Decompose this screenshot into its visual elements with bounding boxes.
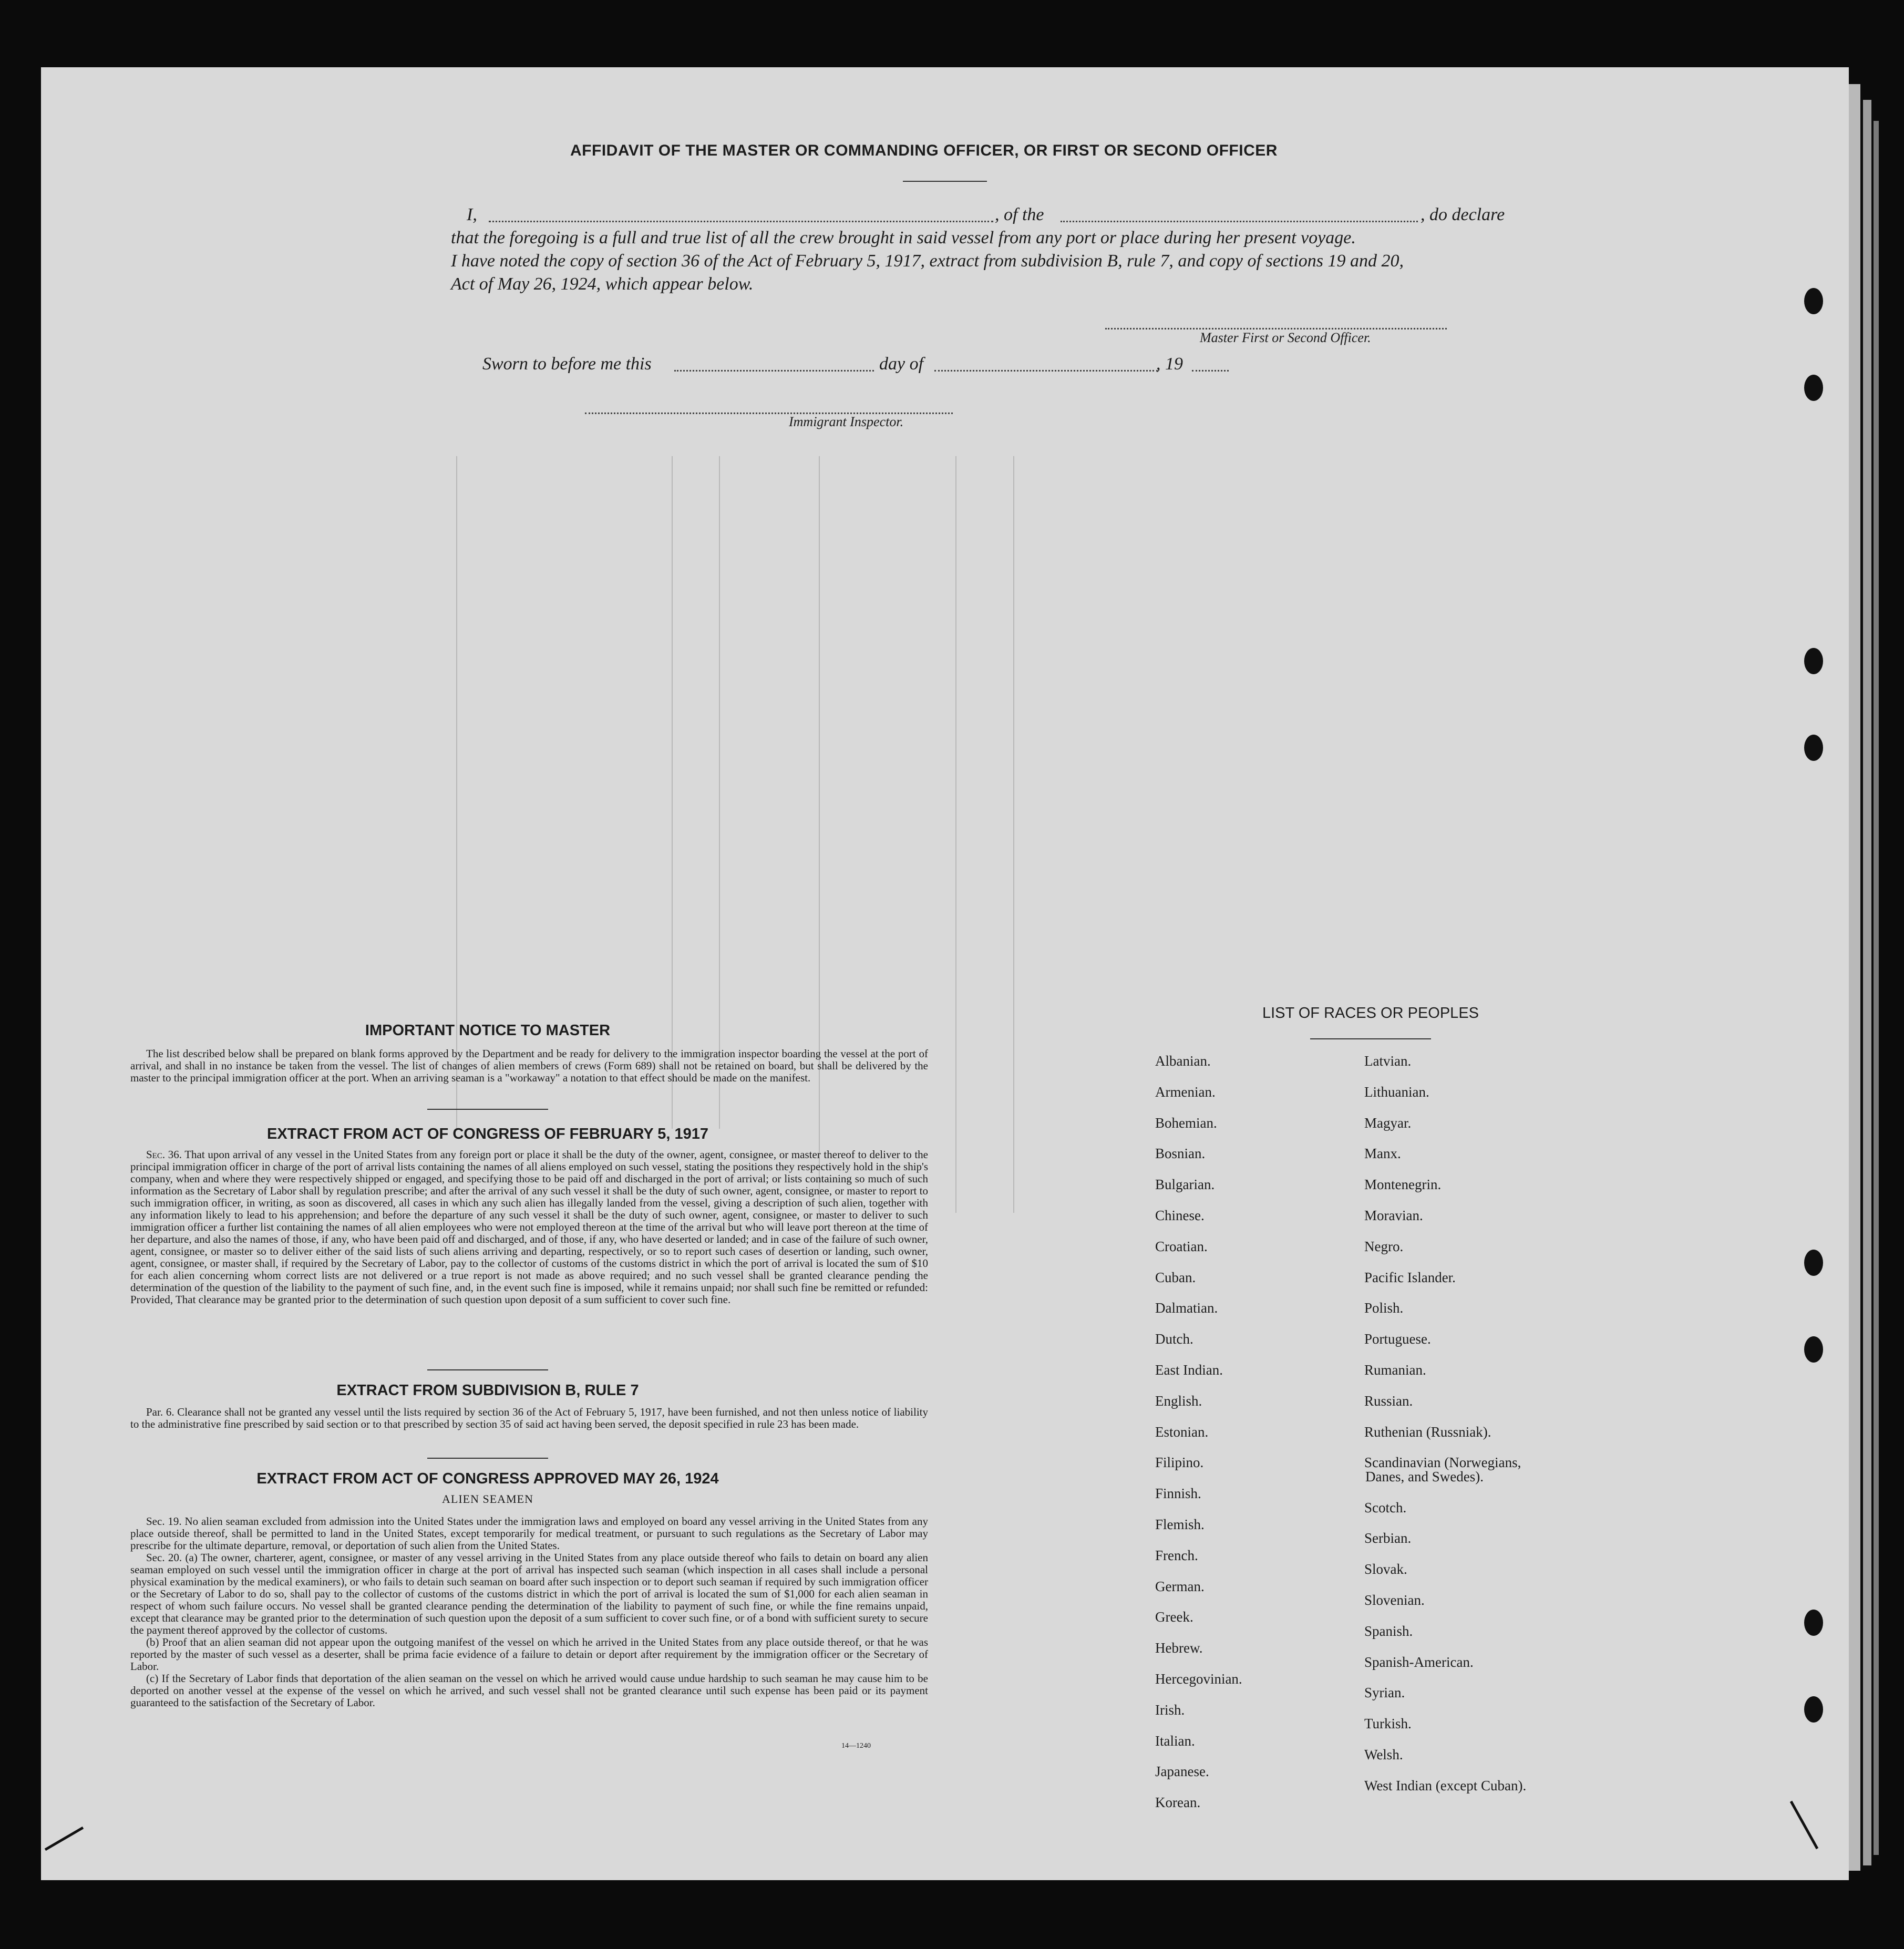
race-item: Croatian. <box>1155 1238 1208 1254</box>
divider <box>1310 1038 1431 1039</box>
affidavit-title: AFFIDAVIT OF THE MASTER OR COMMANDING OFFICER, OR FIRST OR SECOND OFFICER <box>570 142 1278 159</box>
race-item: Scotch. <box>1364 1499 1407 1515</box>
section-20b-paragraph: (b) Proof that an alien seaman did not appear upon the outgoing manifest of the vessel on which he arrived in the United States from any place outside thereof, or that he was reported by the master of such vessel as a deserter, shall be prima facie evidence of a failure to detain or deport after requirement by the immigration officer or the Secretary of Labor. <box>130 1636 928 1673</box>
race-item: Turkish. <box>1364 1716 1412 1732</box>
page-edge <box>1849 84 1860 1871</box>
race-item: Syrian. <box>1364 1685 1405 1701</box>
race-item: Slovak. <box>1364 1561 1407 1577</box>
bleed-rule <box>672 456 673 1129</box>
race-item: Greek. <box>1155 1609 1193 1625</box>
signature-label: Master First or Second Officer. <box>1200 330 1371 345</box>
notice-text <box>130 1048 928 1084</box>
bleed-rule <box>819 456 820 1213</box>
race-item: Hercegovinian. <box>1155 1671 1242 1687</box>
manifest-page <box>41 67 1849 1880</box>
race-item: Bosnian. <box>1155 1146 1206 1162</box>
race-item: Hebrew. <box>1155 1640 1203 1656</box>
bleed-rule <box>1013 456 1014 1213</box>
race-item: Pacific Islander. <box>1364 1269 1456 1285</box>
divider <box>427 1369 548 1370</box>
race-item: Portuguese. <box>1364 1331 1431 1347</box>
section-label: Sec. 36. <box>146 1148 182 1161</box>
race-item: Korean. <box>1155 1795 1201 1811</box>
race-item: Dutch. <box>1155 1331 1193 1347</box>
race-item: Bulgarian. <box>1155 1177 1215 1193</box>
punch-hole <box>1804 1250 1823 1276</box>
race-item: Japanese. <box>1155 1764 1209 1780</box>
race-item: Ruthenian (Russniak). <box>1364 1424 1491 1440</box>
race-item: Filipino. <box>1155 1455 1204 1471</box>
race-item: Irish. <box>1155 1701 1185 1718</box>
race-item: Flemish. <box>1155 1517 1205 1532</box>
divider <box>427 1458 548 1459</box>
declare-label: , do declare <box>1421 205 1505 224</box>
punch-hole <box>1804 735 1823 761</box>
notice-paragraph: The list described below shall be prepared on blank forms approved by the Department and be ready for delivery to the immigration inspector boarding the vessel at the port of arrival, and shall in no instance be taken from the vessel. The list of changes of alien members of crews (Form 689) shall not be retained on board, but shall be delivered by the master to the principal immigration officer at the port. When an arriving seaman is a "workaway" a notation to that effect should be made on the manifest. <box>130 1047 928 1084</box>
bleed-rule <box>719 456 720 1129</box>
extract-1924-title: EXTRACT FROM ACT OF CONGRESS APPROVED MAY 26, 1924 <box>256 1470 719 1487</box>
race-item: Montenegrin. <box>1364 1177 1442 1193</box>
race-item: English. <box>1155 1393 1202 1409</box>
page-edge <box>1874 121 1879 1855</box>
race-item: Dalmatian. <box>1155 1300 1218 1316</box>
race-item: Spanish-American. <box>1364 1654 1474 1670</box>
corner-mark <box>41 1817 88 1854</box>
section-20c-paragraph: (c) If the Secretary of Labor finds that deportation of the alien seaman on the vessel on which he arrived would cause undue hardship to such seaman he may cause him to be deported on another vessel at the expense of the vessel on which he arrived, and such vessel shall not be granted clearance until such expense has been paid or its payment guaranteed to the satisfaction of the Secretary of Labor. <box>130 1672 928 1709</box>
punch-hole <box>1804 1336 1823 1363</box>
notice-title: IMPORTANT NOTICE TO MASTER <box>365 1022 611 1039</box>
rule7-paragraph: Par. 6. Clearance shall not be granted any vessel until the lists required by section 36 of the Act of February 5, 1917, have been furnished, and not then unless notice of liability to the administrative fine prescribed by said section or to that prescribed by section 35 of said act having been served, the deposit specified in rule 23 has been made. <box>130 1406 928 1430</box>
alien-seamen-subtitle: ALIEN SEAMEN <box>442 1492 533 1505</box>
vessel-label: , of the <box>995 205 1044 224</box>
sworn-year-field[interactable] <box>1192 370 1229 372</box>
race-item: German. <box>1155 1578 1205 1594</box>
race-item: Scandinavian (Norwegians, <box>1364 1455 1521 1471</box>
race-item: Serbian. <box>1364 1530 1412 1546</box>
races-title: LIST OF RACES OR PEOPLES <box>1262 1005 1479 1022</box>
punch-hole <box>1804 1610 1823 1636</box>
race-item: Welsh. <box>1364 1747 1403 1763</box>
sworn-day-field[interactable] <box>674 370 874 372</box>
declarant-name-field[interactable] <box>489 221 993 222</box>
race-item: East Indian. <box>1155 1362 1223 1378</box>
race-item: Manx. <box>1364 1146 1401 1162</box>
race-item: West Indian (except Cuban). <box>1364 1777 1527 1793</box>
year-label: , 19 <box>1156 354 1183 374</box>
sworn-month-field[interactable] <box>934 370 1158 372</box>
page-edge <box>1863 100 1871 1865</box>
race-item: Estonian. <box>1155 1424 1209 1440</box>
race-item: Lithuanian. <box>1364 1084 1429 1100</box>
declarant-label: I, <box>467 205 477 224</box>
race-item: Italian. <box>1155 1733 1195 1749</box>
punch-hole <box>1804 1696 1823 1723</box>
section-36-paragraph <box>130 1149 928 1306</box>
form-number: 14—1240 <box>841 1742 871 1750</box>
sworn-label: Sworn to before me this <box>482 354 652 374</box>
race-item: Moravian. <box>1364 1208 1423 1223</box>
race-item: Negro. <box>1364 1238 1404 1254</box>
vessel-name-field[interactable] <box>1061 221 1418 222</box>
race-item: Cuban. <box>1155 1269 1196 1285</box>
race-item: Latvian. <box>1364 1053 1412 1069</box>
race-item: Armenian. <box>1155 1084 1216 1100</box>
declaration-text: that the foregoing is a full and true list of all the crew brought in said vessel from any port or place during her present voyage. <box>451 228 1356 248</box>
race-item: Rumanian. <box>1364 1362 1426 1378</box>
race-item: Magyar. <box>1364 1115 1412 1131</box>
inspector-label: Immigrant Inspector. <box>789 414 904 429</box>
divider <box>427 1109 548 1110</box>
race-item: Polish. <box>1364 1300 1404 1316</box>
declaration-text: Act of May 26, 1924, which appear below. <box>451 274 754 294</box>
race-item: Finnish. <box>1155 1486 1201 1502</box>
bleed-rule <box>955 456 956 1213</box>
punch-hole <box>1804 375 1823 401</box>
rule7-title: EXTRACT FROM SUBDIVISION B, RULE 7 <box>336 1382 639 1399</box>
race-item: Chinese. <box>1155 1208 1205 1223</box>
race-item: Albanian. <box>1155 1053 1211 1069</box>
extract-1917-title: EXTRACT FROM ACT OF CONGRESS OF FEBRUARY 5, 1917 <box>266 1126 709 1142</box>
rule7-text <box>130 1406 928 1430</box>
day-of-label: day of <box>879 354 924 374</box>
divider <box>903 181 987 182</box>
section-20a-paragraph: Sec. 20. (a) The owner, charterer, agent, consignee, or master of any vessel arriving in the United States from any place outside thereof who fails to detain on board any alien seaman employed on such vessel until the immigration officer in charge at the port of arrival has inspected such seaman (which inspection in all cases shall include a personal physical examination by the medical examiners), or who fails to detain such seaman on board after such inspection or to deport such seaman if required by such immigration officer or the Secretary of Labor to do so, shall pay to the collector of customs of the customs district in which the port of arrival is located the sum of $1,000 for each alien seaman in respect of whom such failure occurs. No vessel shall be granted clearance pending the determination of the liability to payment of such fine, or while the fine remains unpaid, except that clearance may be granted prior to the determination of such question upon the deposit of a sum sufficient to cover such fine, or of a bond with sufficient surety to secure the payment thereof approved by the collector of customs. <box>130 1551 928 1636</box>
section-19-paragraph: Sec. 19. No alien seaman excluded from admission into the United States under the immigration laws and employed on board any vessel arriving in the United States from any place outside thereof, shall be permitted to land in the United States, except temporarily for medical treatment, or pursuant to such regulations as the Secretary of Labor may prescribe for the ultimate departure, removal, or deportation of such alien from the United States. <box>130 1515 928 1552</box>
extract-1917-text <box>130 1149 928 1306</box>
declaration-text: I have noted the copy of section 36 of the Act of February 5, 1917, extract from subdivision B, rule 7, and copy of sections 19 and 20, <box>451 251 1404 271</box>
punch-hole <box>1804 648 1823 674</box>
master-signature-field[interactable] <box>1105 328 1447 329</box>
section-36-text: That upon arrival of any vessel in the United States from any foreign port or place it shall be the duty of the owner, agent, consignee, or master thereof to deliver to the principal immigration officer in charge of the port of arrival lists containing the names of all aliens employed on such vessel, stating the positions they respectively hold in the ship's company, when and where they were respectively shipped or engaged, and specifying those to be paid off and discharged in the port of arrival; or lists containing so much of such information as the Secretary of Labor shall by regulation prescribe; and after the arrival of any such vessel it shall be the duty of such owner, agent, consignee, or master to report to such immigration officer, in writing, as soon as discovered, all cases in which any such alien has illegally landed from the vessel, giving a description of such alien, together with any information likely to lead to his apprehension; and before the departure of any such vessel it shall be the duty of such owner, agent, consignee, or master to deliver to such immigration officer a further list containing the names of all alien employees who were not employed thereon at the time of the arrival but who will leave port thereon at the time of her departure, and also the names of those, if any, who have been paid off and discharged, and of those, if any, who have deserted or landed; and in case of the failure of such owner, agent, consignee, or master so to deliver either of the said lists of such aliens arriving and departing, respectively, or so to report such cases of desertion or landing, such owner, agent, consignee, or master shall, if required by the Secretary of Labor, pay to the collector of customs of the customs district in which the port of arrival is located the sum of $10 for each alien concerning whom correct lists are not delivered or a true report is not made as above required; and no such vessel shall be granted clearance pending the determination of the question of the liability to the payment of such fine, and, in the event such fine is imposed, while it remains unpaid; nor shall such fine be remitted or refunded: Provided, That clearance may be granted prior to the determination of such question upon deposit of a sum sufficient to cover such fine. <box>130 1148 928 1306</box>
race-item: Spanish. <box>1364 1623 1413 1639</box>
race-item: French. <box>1155 1547 1198 1563</box>
corner-mark <box>1781 1796 1828 1854</box>
race-item: Bohemian. <box>1155 1115 1217 1131</box>
race-item: Danes, and Swedes). <box>1365 1468 1484 1484</box>
race-item: Russian. <box>1364 1393 1413 1409</box>
race-item: Slovenian. <box>1364 1592 1425 1608</box>
extract-1924-text <box>130 1515 928 1709</box>
punch-hole <box>1804 288 1823 314</box>
